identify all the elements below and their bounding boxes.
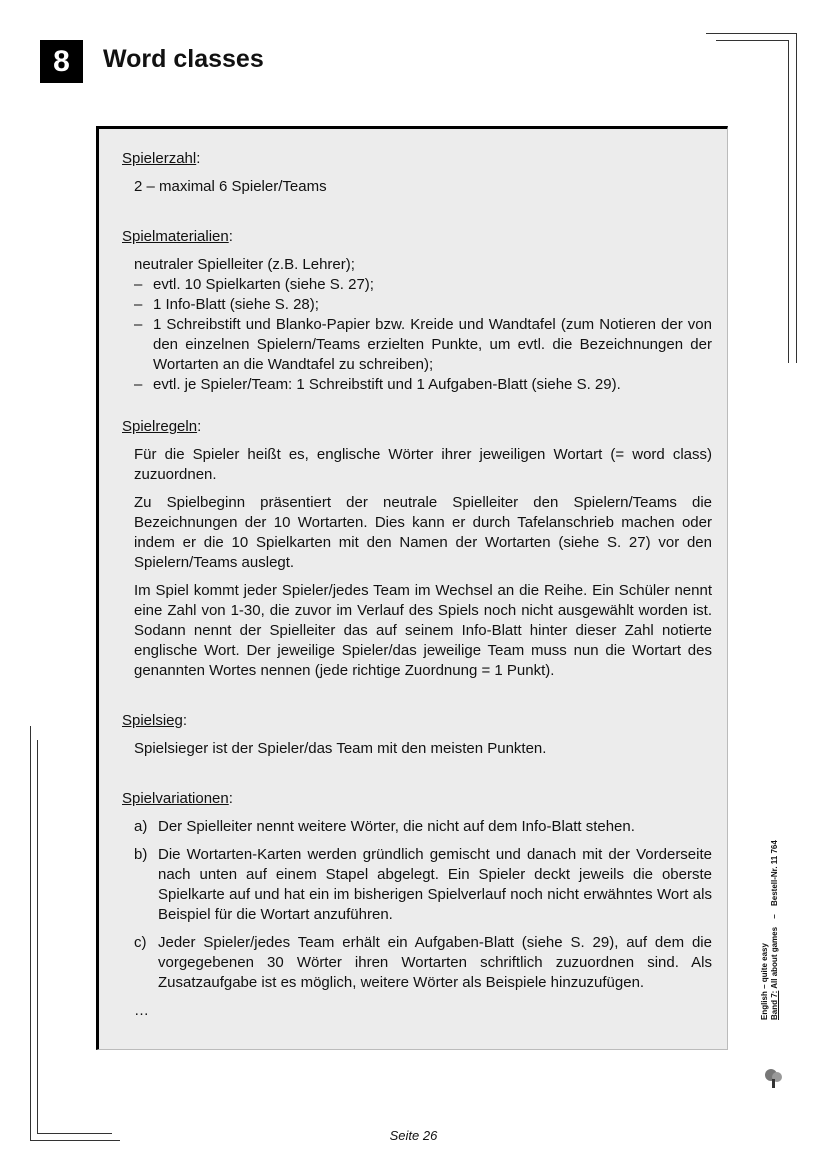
rules-paragraph: Im Spiel kommt jeder Spieler/jedes Team im Wechsel an die Reihe. Ein Schüler nennt eine Zahl von 1-30, die zuvor im Verlauf des Spiels noch nicht ausgewählt worden ist. Sodann nennt der Spielleiter das auf seinem Info-Blatt hinter dieser Zahl notierte englische Wort. Der jeweilige Spieler/das jeweilige Team muss nun die Wortart des genannten Wortes nennen (jede richtige Zuordnung = 1 Punkt).	[134, 582, 712, 679]
variation-item: b) Die Wortarten-Karten werden gründlich gemischt und danach mit der Vorderseite nach unten auf einem Stapel abgelegt. Ein Spieler deckt jeweils die oberste Spielkarte auf und hat ein im bisherigen Spielverlauf noch nicht erwähntes Wort als Beispiel für die Wortart anzuführen.	[134, 846, 712, 923]
panel-content	[122, 149, 712, 1021]
rules-paragraph: Zu Spielbeginn präsentiert der neutrale Spielleiter den Spielern/Teams die Bezeichnungen der 10 Wortarten. Dies kann er durch Tafelanschrieb machen oder indem er die 10 Spielkarten mit den Namen der Wortarten (siehe S. 27) vor den Spielern/Teams auslegt.	[134, 494, 712, 571]
game-description-panel	[96, 126, 728, 1050]
rules-block	[122, 445, 712, 681]
frame-line-top	[706, 33, 796, 34]
rules-paragraph: Für die Spieler heißt es, englische Wörter ihrer jeweiligen Wortart (= word class) zuzuordnen.	[134, 446, 712, 483]
dash-mark: –	[134, 276, 143, 293]
tree-icon	[762, 1066, 786, 1090]
materials-item: – evtl. 10 Spielkarten (siehe S. 27);	[134, 276, 374, 293]
variations-ellipsis: …	[134, 1002, 149, 1019]
frame-line-top-inner	[716, 40, 788, 41]
variations-heading: Spielvariationen	[122, 790, 229, 807]
win-text: Spielsieger ist der Spieler/das Team mit den meisten Punkten.	[134, 740, 547, 757]
dash-mark: –	[134, 296, 143, 313]
series-sidebar	[760, 790, 800, 1090]
rules-heading-line: Spielregeln:	[122, 418, 202, 435]
win-heading: Spielsieg	[122, 712, 183, 729]
rules-heading: Spielregeln	[122, 418, 198, 435]
players-block	[122, 177, 712, 197]
frame-line-left	[30, 726, 31, 1140]
players-heading-line: Spielerzahl:	[122, 150, 201, 167]
players-heading: Spielerzahl	[122, 150, 197, 167]
frame-line-right-inner	[788, 40, 789, 363]
win-heading-line: Spielsieg:	[122, 712, 188, 729]
materials-item: – evtl. je Spieler/Team: 1 Schreibstift und 1 Aufgaben-Blatt (siehe S. 29).	[134, 376, 621, 393]
frame-line-right	[796, 33, 797, 363]
order-number: Bestell-Nr. 11 764	[770, 840, 779, 907]
series-line-1: English – quite easy	[760, 943, 769, 1020]
dash-mark: –	[134, 376, 143, 393]
variation-item: a) Der Spielleiter nennt weitere Wörter, die nicht auf dem Info-Blatt stehen.	[134, 818, 635, 835]
variations-block	[122, 817, 712, 1021]
variation-item: c) Jeder Spieler/jedes Team erhält ein Aufgaben-Blatt (siehe S. 29), auf dem die vorgegebenen 30 Wörter ihren Wortarten schriftlich zuzuordnen sind. Als Zusatzaufgabe ist es möglich, weitere Wörter als Beispiele hinzuzufügen.	[134, 934, 712, 991]
sidebar-separator: –	[770, 914, 779, 919]
publisher-logo	[762, 1066, 786, 1090]
materials-heading-line: Spielmaterialien:	[122, 228, 233, 245]
players-text: 2 – maximal 6 Spieler/Teams	[134, 178, 327, 195]
materials-heading: Spielmaterialien	[122, 228, 229, 245]
page-title: Word classes	[103, 45, 264, 73]
chapter-number: 8	[40, 40, 83, 83]
frame-line-left-inner	[37, 740, 38, 1133]
page-number: Seite 26	[389, 1128, 438, 1143]
series-line-2	[770, 790, 780, 1090]
materials-item: – 1 Schreibstift und Blanko-Papier bzw. Kreide und Wandtafel (zum Notieren der von den einzelnen Spielern/Teams erzielten Punkte, um evtl. die Bezeichnungen der Wortarten an die Wandtafel zu schreiben);	[134, 316, 712, 373]
variations-heading-line: Spielvariationen:	[122, 790, 233, 807]
band-label: Band 7:	[770, 990, 779, 1020]
win-block	[122, 739, 712, 759]
materials-item: – 1 Info-Blatt (siehe S. 28);	[134, 296, 319, 313]
materials-intro: neutraler Spielleiter (z.B. Lehrer);	[134, 256, 355, 273]
band-title: All about games	[770, 926, 779, 991]
dash-mark: –	[134, 316, 143, 333]
materials-block	[122, 255, 712, 395]
